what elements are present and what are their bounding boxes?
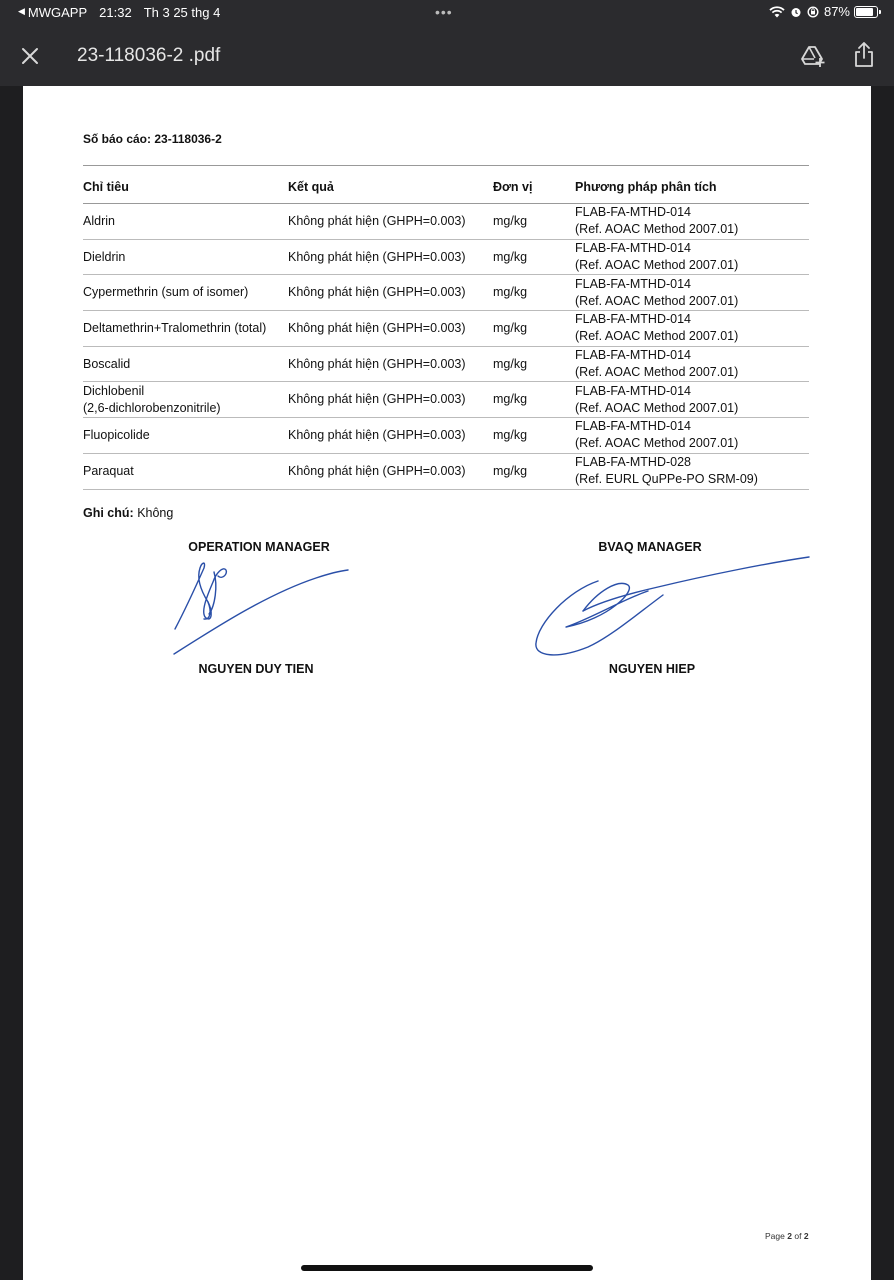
document-title: 23-118036-2 .pdf xyxy=(77,45,221,66)
cell-method xyxy=(575,346,809,382)
cell-indicator-text: Dichlobenil xyxy=(83,383,145,398)
cell-result-text: Không phát hiện (GHPH=0.003) xyxy=(288,285,466,300)
cell-method-text: (Ref. AOAC Method 2007.01) xyxy=(575,222,739,237)
table-row xyxy=(83,346,809,382)
page-current: 2 xyxy=(787,1231,792,1241)
report-number-label: Số báo cáo: xyxy=(83,132,152,146)
cell-result-text: Không phát hiện (GHPH=0.003) xyxy=(288,463,466,478)
signature-title-operation-manager: OPERATION MANAGER xyxy=(188,540,330,554)
wifi-icon xyxy=(769,6,785,18)
battery-icon xyxy=(854,6,878,18)
drive-add-icon xyxy=(800,43,826,69)
cell-unit xyxy=(493,204,575,240)
cell-indicator xyxy=(83,204,288,240)
cell-unit xyxy=(493,418,575,454)
report-number-value: 23-118036-2 xyxy=(154,132,222,146)
share-icon xyxy=(852,41,876,69)
home-indicator[interactable] xyxy=(301,1265,593,1271)
note-label: Ghi chú: xyxy=(83,506,134,520)
table-row xyxy=(83,275,809,311)
multitasking-dots-icon[interactable]: ••• xyxy=(435,4,453,20)
cell-method-text: (Ref. EURL QuPPe-PO SRM-09) xyxy=(575,472,758,487)
cell-unit xyxy=(493,382,575,418)
close-icon xyxy=(18,44,42,68)
cell-indicator-text: Boscalid xyxy=(83,356,131,371)
cell-method-text: FLAB-FA-MTHD-014 xyxy=(575,419,691,434)
status-left xyxy=(18,5,232,20)
cell-unit-text: mg/kg xyxy=(493,427,528,442)
table-row xyxy=(83,311,809,347)
cell-unit xyxy=(493,346,575,382)
cell-method-text: FLAB-FA-MTHD-014 xyxy=(575,312,691,327)
cell-method-text: FLAB-FA-MTHD-014 xyxy=(575,241,691,256)
cell-unit xyxy=(493,453,575,489)
pdf-page[interactable] xyxy=(23,86,871,1280)
close-button[interactable] xyxy=(18,44,42,68)
cell-result-text: Không phát hiện (GHPH=0.003) xyxy=(288,392,466,407)
cell-result xyxy=(288,453,493,489)
header-result: Kết quả xyxy=(288,166,493,204)
cell-result xyxy=(288,382,493,418)
cell-result xyxy=(288,204,493,240)
cell-indicator-text: (2,6-dichlorobenzonitrile) xyxy=(83,400,221,415)
table-body xyxy=(83,204,809,490)
pdf-viewer-toolbar xyxy=(0,26,894,86)
cell-result-text: Không phát hiện (GHPH=0.003) xyxy=(288,249,466,264)
page-prefix: Page xyxy=(765,1231,785,1241)
table-row xyxy=(83,418,809,454)
header-unit: Đơn vị xyxy=(493,166,575,204)
cell-method-text: FLAB-FA-MTHD-014 xyxy=(575,205,691,220)
status-time: 21:32 xyxy=(99,5,132,20)
cell-unit-text: mg/kg xyxy=(493,463,528,478)
report-number xyxy=(83,132,222,146)
cell-indicator xyxy=(83,239,288,275)
signature-title-bvaq-manager: BVAQ MANAGER xyxy=(598,540,702,554)
cell-method-text: (Ref. AOAC Method 2007.01) xyxy=(575,400,739,415)
note-value: Không xyxy=(137,506,174,520)
cell-method-text: FLAB-FA-MTHD-014 xyxy=(575,383,691,398)
cell-result xyxy=(288,275,493,311)
signature-image-bvaq-manager xyxy=(528,551,813,661)
alarm-icon xyxy=(790,6,802,18)
cell-indicator-text: Fluopicolide xyxy=(83,427,150,442)
page-of: of xyxy=(794,1231,802,1241)
cell-indicator-text: Deltamethrin+Tralomethrin (total) xyxy=(83,320,267,335)
cell-method xyxy=(575,239,809,275)
cell-method xyxy=(575,275,809,311)
battery-level xyxy=(856,8,873,16)
status-date: Th 3 25 thg 4 xyxy=(143,5,221,20)
cell-method-text: FLAB-FA-MTHD-014 xyxy=(575,348,691,363)
cell-result-text: Không phát hiện (GHPH=0.003) xyxy=(288,213,466,228)
signature-name-bvaq-manager: NGUYEN HIEP xyxy=(608,662,696,676)
cell-unit xyxy=(493,239,575,275)
cell-unit-text: mg/kg xyxy=(493,213,528,228)
battery-percent: 87% xyxy=(823,4,850,19)
cell-unit-text: mg/kg xyxy=(493,356,528,371)
page-number xyxy=(765,1231,809,1241)
cell-indicator-text: Paraquat xyxy=(83,463,134,478)
note xyxy=(83,506,173,520)
table-header-row xyxy=(83,166,809,204)
cell-unit xyxy=(493,275,575,311)
header-method: Phương pháp phân tích xyxy=(575,166,809,204)
cell-method-text: FLAB-FA-MTHD-028 xyxy=(575,455,691,470)
cell-method-text: (Ref. AOAC Method 2007.01) xyxy=(575,365,739,380)
table-row xyxy=(83,239,809,275)
signature-name-operation-manager: NGUYEN DUY TIEN xyxy=(198,662,314,676)
cell-result-text: Không phát hiện (GHPH=0.003) xyxy=(288,427,466,442)
header-indicator: Chỉ tiêu xyxy=(83,166,288,204)
signature-image-operation-manager xyxy=(168,556,353,661)
cell-result xyxy=(288,311,493,347)
cell-indicator-text: Dieldrin xyxy=(83,249,126,264)
cell-indicator xyxy=(83,453,288,489)
cell-result-text: Không phát hiện (GHPH=0.003) xyxy=(288,356,466,371)
cell-method xyxy=(575,418,809,454)
cell-method-text: (Ref. AOAC Method 2007.01) xyxy=(575,258,739,273)
cell-indicator-text: Cypermethrin (sum of isomer) xyxy=(83,285,249,300)
cell-unit-text: mg/kg xyxy=(493,249,528,264)
cell-method xyxy=(575,382,809,418)
orientation-lock-icon xyxy=(807,6,819,18)
back-app-label[interactable]: MWGAPP xyxy=(27,5,88,20)
cell-unit xyxy=(493,311,575,347)
cell-unit-text: mg/kg xyxy=(493,285,528,300)
cell-indicator xyxy=(83,346,288,382)
results-table xyxy=(83,165,809,490)
page-total: 2 xyxy=(803,1231,809,1241)
add-to-drive-button[interactable] xyxy=(800,43,826,69)
cell-method-text: FLAB-FA-MTHD-014 xyxy=(575,276,691,291)
cell-indicator xyxy=(83,382,288,418)
table-row xyxy=(83,382,809,418)
share-button[interactable] xyxy=(852,41,876,69)
cell-unit-text: mg/kg xyxy=(493,392,528,407)
back-to-app-icon[interactable]: ◀ xyxy=(18,6,25,16)
cell-method-text: (Ref. AOAC Method 2007.01) xyxy=(575,329,739,344)
cell-result xyxy=(288,346,493,382)
cell-result-text: Không phát hiện (GHPH=0.003) xyxy=(288,320,466,335)
cell-method xyxy=(575,204,809,240)
cell-result xyxy=(288,418,493,454)
cell-method-text: (Ref. AOAC Method 2007.01) xyxy=(575,436,739,451)
status-bar xyxy=(0,0,894,26)
cell-method xyxy=(575,453,809,489)
cell-indicator xyxy=(83,418,288,454)
cell-indicator-text: Aldrin xyxy=(83,213,115,228)
cell-indicator xyxy=(83,311,288,347)
cell-indicator xyxy=(83,275,288,311)
cell-unit-text: mg/kg xyxy=(493,320,528,335)
cell-result xyxy=(288,239,493,275)
table-row xyxy=(83,453,809,489)
cell-method xyxy=(575,311,809,347)
cell-method-text: (Ref. AOAC Method 2007.01) xyxy=(575,293,739,308)
status-right xyxy=(769,4,878,19)
table-row xyxy=(83,204,809,240)
